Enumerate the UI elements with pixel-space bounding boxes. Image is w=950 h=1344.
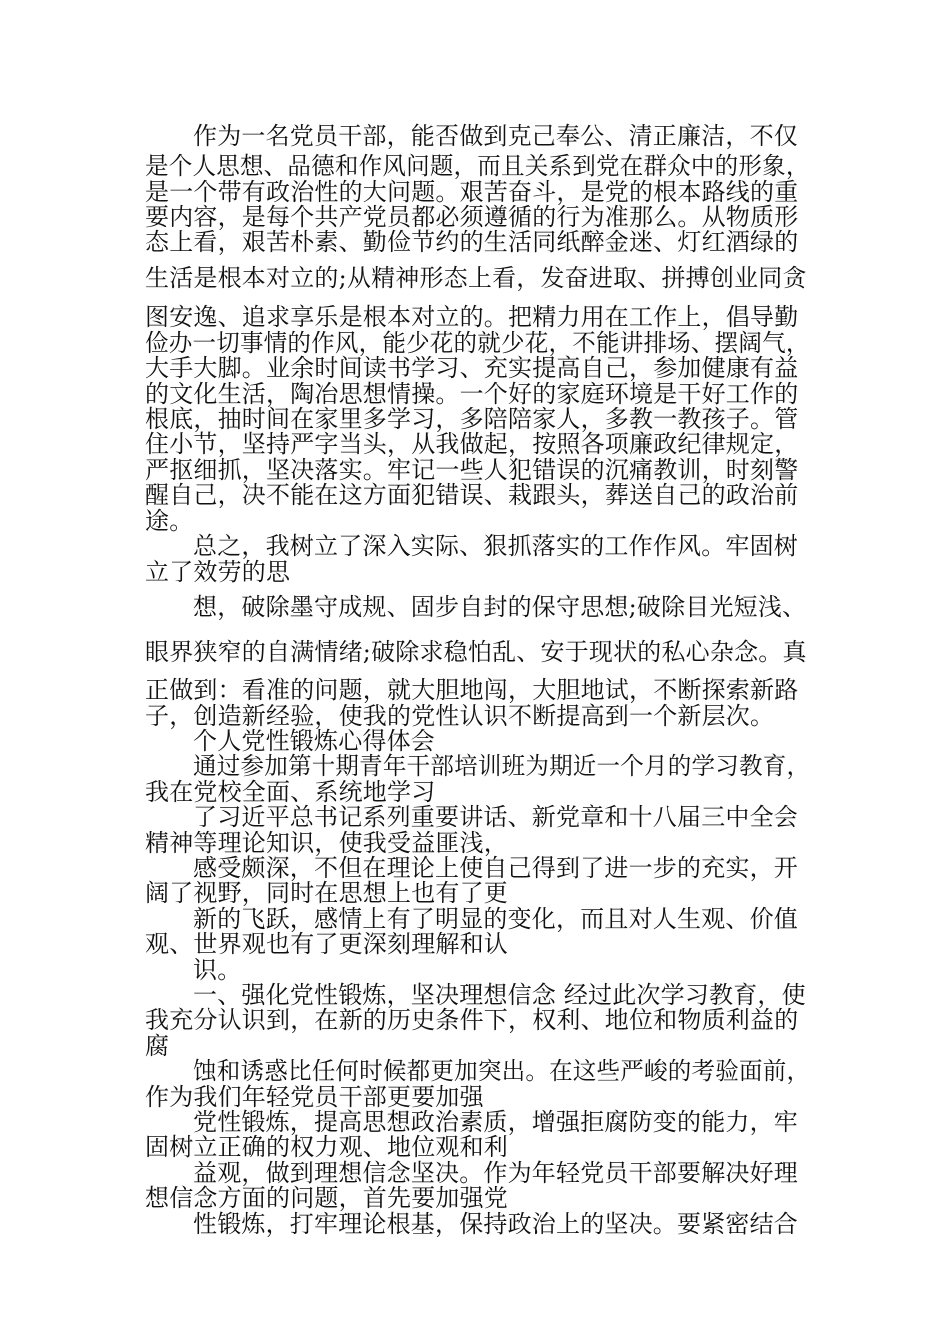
text-line: 一、强化党性锻炼，坚决理想信念 经过此次学习教育，使 [193, 981, 806, 1009]
text-line: 想，破除墨守成规、固步自封的保守思想;破除目光短浅、 [193, 593, 807, 621]
text-line: 醒自己，决不能在这方面犯错误、栽跟头，葬送自己的政治前 [145, 481, 799, 509]
text-line: 感受颇深，不但在理论上使自己得到了进一步的充实，开 [193, 854, 798, 882]
text-line: 态上看，艰苦朴素、勤俭节约的生活同纸醉金迷、灯红酒绿的 [145, 228, 799, 256]
text-line: 腐 [145, 1032, 170, 1060]
text-line: 正做到：看准的问题，就大胆地闯，大胆地试，不断探索新路 [145, 676, 799, 704]
text-line: 俭办一切事情的作风，能少花的就少花，不能讲排场、摆阔气， [145, 329, 810, 357]
text-line: 要内容，是每个共产党员都必须遵循的行为准那么。从物质形 [145, 203, 799, 231]
text-line: 新的飞跃，感情上有了明显的变化，而且对人生观、价值 [193, 905, 798, 933]
text-line: 性锻炼，打牢理论根基，保持政治上的坚决。要紧密结合 [193, 1210, 798, 1238]
text-line: 作为我们年轻党员干部更要加强 [145, 1083, 484, 1111]
text-line: 图安逸、追求享乐是根本对立的。把精力用在工作上，倡导勤 [145, 303, 799, 331]
text-line: 大手大脚。业余时间读书学习、充实提高自己，参加健康有益 [145, 354, 799, 382]
text-line: 立了效劳的思 [145, 558, 291, 586]
text-line: 想信念方面的问题，首先要加强党 [145, 1184, 508, 1212]
text-line: 阔了视野，同时在思想上也有了更 [145, 879, 508, 907]
text-line: 我在党校全面、系统地学习 [145, 778, 436, 806]
text-line: 住小节，坚持严字当头，从我做起，按照各项廉政纪律规定， [145, 430, 799, 458]
text-line: 蚀和诱惑比任何时候都更加突出。在这些严峻的考验面前， [193, 1057, 811, 1085]
text-line: 观、世界观也有了更深刻理解和认 [145, 930, 508, 958]
text-line: 的文化生活，陶冶思想情操。一个好的家庭环境是干好工作的 [145, 380, 799, 408]
text-line: 固树立正确的权力观、地位观和利 [145, 1133, 508, 1161]
text-line: 精神等理论知识，使我受益匪浅， [145, 829, 508, 857]
text-line: 识。 [193, 956, 242, 984]
text-line: 作为一名党员干部，能否做到克己奉公、清正廉洁，不仅 [193, 122, 798, 150]
text-line: 了习近平总书记系列重要讲话、新党章和十八届三中全会 [193, 803, 798, 831]
text-line: 党性锻炼，提高思想政治素质，增强拒腐防变的能力，牢 [193, 1108, 798, 1136]
text-line: 总之，我树立了深入实际、狠抓落实的工作作风。牢固树 [193, 532, 798, 560]
text-line: 通过参加第十期青年干部培训班为期近一个月的学习教育， [193, 752, 811, 780]
text-line: 根底，抽时间在家里多学习，多陪陪家人，多教一教孩子。管 [145, 405, 799, 433]
text-line: 眼界狭窄的自满情绪;破除求稳怕乱、安于现状的私心杂念。真 [145, 638, 807, 666]
text-line: 个人党性锻炼心得体会 [193, 727, 435, 755]
text-line: 我充分认识到，在新的历史条件下，权利、地位和物质利益的 [145, 1006, 799, 1034]
text-line: 严抠细抓，坚决落实。牢记一些人犯错误的沉痛教训，时刻警 [145, 456, 799, 484]
text-line: 途。 [145, 507, 194, 535]
text-line: 是个人思想、品德和作风问题，而且关系到党在群众中的形象， [145, 152, 810, 180]
text-line: 益观，做到理想信念坚决。作为年轻党员干部要解决好理 [193, 1159, 798, 1187]
text-line: 子，创造新经验，使我的党性认识不断提高到一个新层次。 [145, 702, 775, 730]
text-line: 生活是根本对立的;从精神形态上看，发奋进取、拼搏创业同贪 [145, 264, 807, 292]
text-line: 是一个带有政治性的大问题。艰苦奋斗，是党的根本路线的重 [145, 178, 799, 206]
